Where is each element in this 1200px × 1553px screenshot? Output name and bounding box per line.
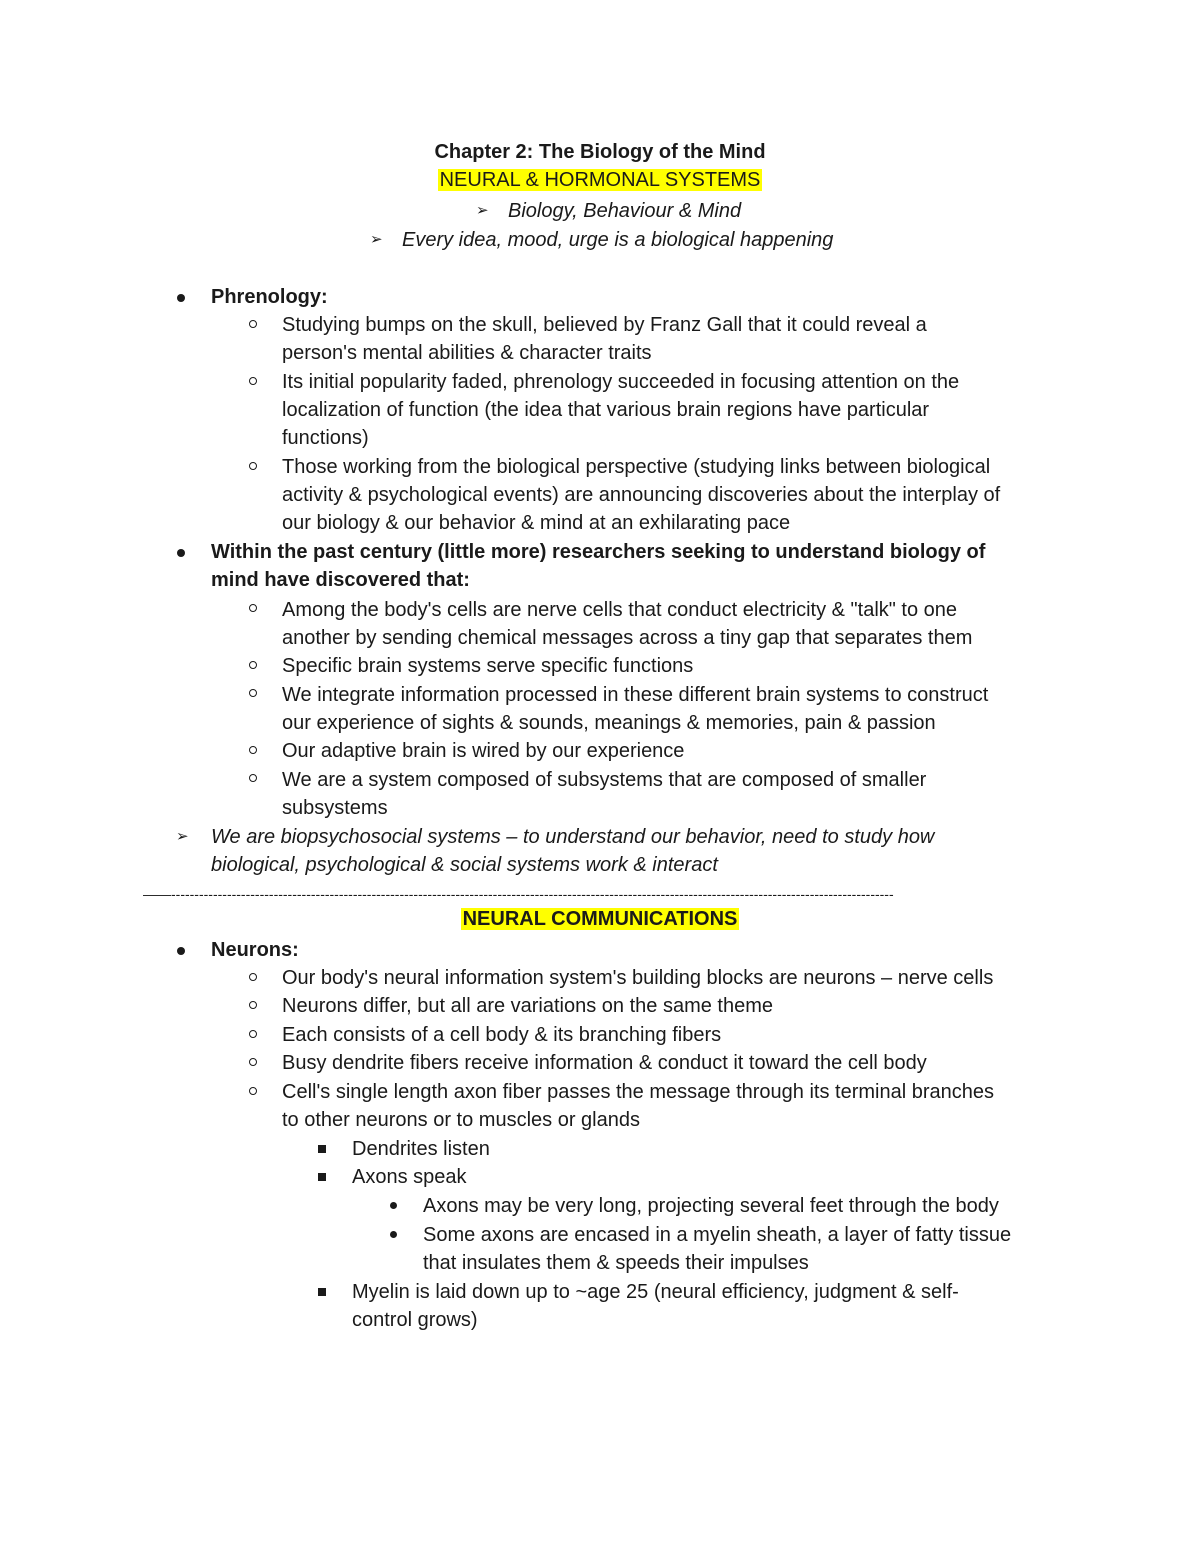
phrenology-item-1-line-2: person's mental abilities & character traits [282, 342, 652, 364]
bullet-dot-icon [390, 1231, 397, 1238]
neurons-item-5-line-1: Cell's single length axon fiber passes the message through its terminal branches [282, 1081, 994, 1103]
myelin-item-line-1: Myelin is laid down up to ~age 25 (neural efficiency, judgment & self- [352, 1281, 959, 1303]
myelin-item-line-2: control grows) [352, 1309, 478, 1331]
century-item-5-line-2: subsystems [282, 797, 388, 819]
bullet-dot-icon [390, 1202, 397, 1209]
bullet-dot-icon [177, 549, 185, 557]
phrenology-item-3-line-3: our biology & our behavior & mind at an exhilarating pace [282, 512, 791, 534]
biopsych-line-2: biological, psychological & social systems work & interact [211, 854, 718, 876]
bullet-circle-icon [249, 1087, 257, 1095]
neurons-item-1: Our body's neural information system's building blocks are neurons – nerve cells [282, 967, 994, 989]
section-heading-neural-communications [0, 908, 1200, 931]
century-item-2: Specific brain systems serve specific functions [282, 655, 694, 677]
bullet-dot-icon [177, 294, 185, 302]
century-heading-line-1: Within the past century (little more) researchers seeking to understand biology of [211, 541, 986, 563]
bullet-circle-icon [249, 973, 257, 981]
bullet-circle-icon [249, 746, 257, 754]
arrow-bullet-icon: ➢ [370, 231, 383, 248]
century-heading-line-2: mind have discovered that: [211, 569, 470, 591]
phrenology-item-2-line-3: functions) [282, 427, 369, 449]
bullet-circle-icon [249, 320, 257, 328]
phrenology-item-1-line-1: Studying bumps on the skull, believed by Franz Gall that it could reveal a [282, 314, 927, 336]
century-item-4: Our adaptive brain is wired by our experience [282, 740, 685, 762]
biopsych-line-1: We are biopsychosocial systems – to understand our behavior, need to study how [211, 826, 935, 848]
century-item-3-line-1: We integrate information processed in these different brain systems to construct [282, 684, 989, 706]
arrow-item-biology: Biology, Behaviour & Mind [508, 200, 742, 222]
phrenology-item-2-line-1: Its initial popularity faded, phrenology succeeded in focusing attention on the [282, 371, 960, 393]
century-item-3-line-2: our experience of sights & sounds, meanings & memories, pain & passion [282, 712, 936, 734]
neurons-heading: Neurons: [211, 939, 299, 961]
neurons-item-2: Neurons differ, but all are variations on the same theme [282, 995, 774, 1017]
bullet-circle-icon [249, 689, 257, 697]
bullet-circle-icon [249, 774, 257, 782]
century-item-1-line-2: another by sending chemical messages across a tiny gap that separates them [282, 627, 973, 649]
bullet-circle-icon [249, 462, 257, 470]
bullet-circle-icon [249, 377, 257, 385]
neurons-item-5-line-2: to other neurons or to muscles or glands [282, 1109, 640, 1131]
axon-point-1: Axons may be very long, projecting several feet through the body [423, 1195, 999, 1217]
bullet-square-icon [318, 1173, 326, 1181]
bullet-dot-icon [177, 947, 185, 955]
neurons-item-4: Busy dendrite fibers receive information & conduct it toward the cell body [282, 1052, 927, 1074]
section-divider: ——----------------------------------------------------------------------------------------------------------------------------------------------------------- [143, 886, 894, 902]
bullet-circle-icon [249, 604, 257, 612]
bullet-circle-icon [249, 661, 257, 669]
neurons-item-3: Each consists of a cell body & its branching fibers [282, 1024, 722, 1046]
highlighted-heading: NEURAL & HORMONAL SYSTEMS [439, 169, 761, 191]
arrow-bullet-icon: ➢ [176, 828, 189, 845]
phrenology-item-3-line-2: activity & psychological events) are announcing discoveries about the interplay of [282, 484, 1001, 506]
bullet-circle-icon [249, 1001, 257, 1009]
bullet-square-icon [318, 1288, 326, 1296]
bullet-square-icon [318, 1145, 326, 1153]
phrenology-item-3-line-1: Those working from the biological perspective (studying links between biological [282, 456, 991, 478]
highlighted-heading: NEURAL COMMUNICATIONS [462, 908, 738, 930]
phrenology-item-2-line-2: localization of function (the idea that various brain regions have particular [282, 399, 930, 421]
section-heading-neural-hormonal [0, 169, 1200, 192]
arrow-bullet-icon: ➢ [476, 202, 489, 219]
chapter-title: Chapter 2: The Biology of the Mind [434, 141, 766, 163]
phrenology-heading: Phrenology: [211, 286, 328, 308]
century-item-5-line-1: We are a system composed of subsystems that are composed of smaller [282, 769, 927, 791]
axon-point-2-line-2: that insulates them & speeds their impulses [423, 1252, 809, 1274]
bullet-circle-icon [249, 1030, 257, 1038]
arrow-item-every-idea: Every idea, mood, urge is a biological happening [402, 229, 834, 251]
axons-item: Axons speak [352, 1166, 467, 1188]
dendrites-item: Dendrites listen [352, 1138, 490, 1160]
axon-point-2-line-1: Some axons are encased in a myelin sheath, a layer of fatty tissue [423, 1224, 1012, 1246]
bullet-circle-icon [249, 1058, 257, 1066]
century-item-1-line-1: Among the body's cells are nerve cells that conduct electricity & "talk" to one [282, 599, 958, 621]
